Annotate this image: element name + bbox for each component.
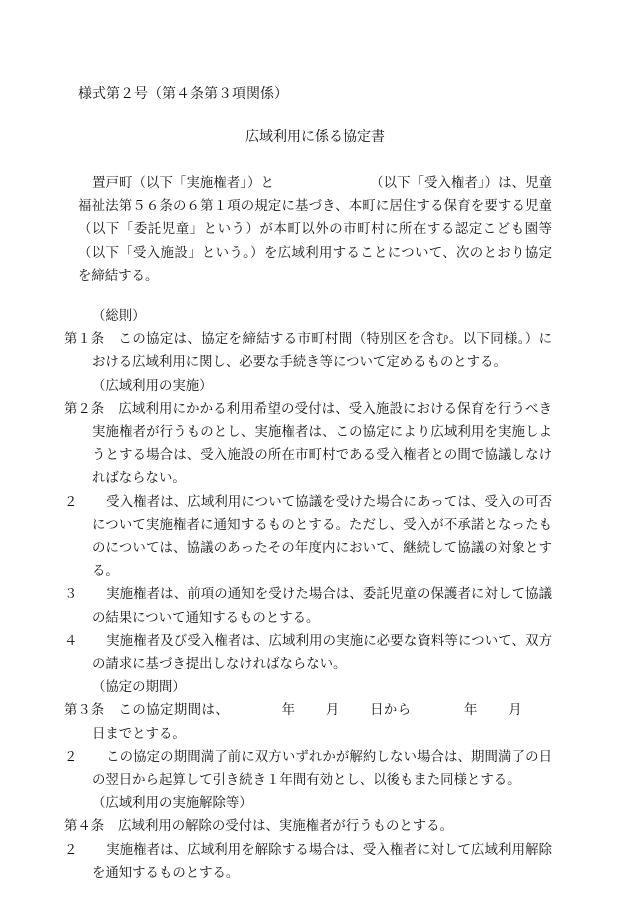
section-heading-period: （協定の期間） — [92, 680, 186, 696]
article-number: 第１条 — [64, 332, 105, 348]
paragraph-text: 実施権者は、前項の通知を受けた場合は、委託児童の保護者に対して協議の結果について通知するものとする。 — [92, 587, 552, 626]
section-heading-general: （総則） — [92, 309, 146, 324]
paragraph-text: この協定の期間満了前に双方いずれかが解約しない場合は、期間満了の日の翌日から起算して引き続き１年間有効とし、以後もまた同様とする。 — [92, 749, 552, 789]
paragraph-number: ４ — [64, 633, 78, 649]
section-heading-termination: （広域利用の実施解除等） — [92, 796, 253, 812]
month-label: 月 — [325, 703, 340, 719]
preamble-paragraph — [78, 172, 552, 288]
document-title: 広域利用に係る協定書 — [245, 129, 385, 145]
year-label: 年 — [281, 703, 296, 719]
article-2 — [64, 398, 552, 491]
preamble-part1: 置戸町（以下「実施権者」）と — [92, 176, 275, 191]
article-text: この協定は、協定を締結する市町村間（特別区を含む。以下同様。）における広域利用に関し、必要な手続き等について定めるものとする。 — [92, 332, 552, 371]
paragraph-text: 実施権者は、広域利用を解除する場合は、受入権者に対して広域利用解除を通知するものとする。 — [92, 842, 552, 881]
paragraph-text: 実施権者及び受入権者は、広域利用の実施に必要な資料等について、双方の請求に基づき提出しなければならない。 — [92, 633, 552, 673]
paragraph-number: ２ — [64, 494, 78, 510]
article-number: 第３条 — [64, 703, 105, 719]
paragraph-number: ２ — [64, 842, 78, 858]
article-4-paragraph-2 — [64, 839, 552, 885]
article-text: この協定期間は、 — [118, 703, 230, 719]
article-number: 第４条 — [64, 819, 105, 835]
article-text: 広域利用の解除の受付は、実施権者が行うものとする。 — [118, 819, 453, 835]
article-2-paragraph-2 — [64, 491, 552, 584]
article-2-paragraph-3 — [64, 583, 552, 629]
article-2-paragraph-4 — [64, 630, 552, 676]
paragraph-text: 受入権者は、広域利用について協議を受けた場合にあっては、受入の可否について実施権者に通知するものとする。ただし、受入が不承諾となったものについては、協議のあったその年度内において、継続して協議の対象とする。 — [92, 494, 552, 580]
paragraph-number: ３ — [64, 587, 78, 603]
article-4 — [64, 815, 552, 838]
agreement-body — [64, 305, 552, 885]
article-number: 第２条 — [64, 401, 105, 417]
paragraph-number: ２ — [64, 749, 78, 765]
month-label: 月 — [507, 703, 523, 719]
article-text: 広域利用にかかる利用希望の受付は、受入施設における保育を行うべき実施権者が行うものとし、実施権者は、この協定により広域利用を実施しようとする場合は、受入施設の所在市町村である受入権者との間で協議しなければならない。 — [92, 401, 552, 487]
from-label: 日から — [369, 703, 412, 719]
preamble-part2: （以下「受入権者」）は、児童福祉法第５６条の６第１項の規定に基づき、本町に居住する保育を要する児童（以下「委託児童」という）が本町以外の市町村に所在する認定こども園等（以下「受入施設」という。）を広域利用することについて、次のとおり協定を締結する。 — [78, 176, 552, 284]
to-label: 日までとする。 — [92, 726, 186, 742]
article-1 — [64, 328, 552, 374]
article-3 — [64, 699, 552, 745]
year-label: 年 — [463, 703, 478, 719]
form-number-label: 様式第２号（第４条第３項関係） — [78, 86, 288, 102]
section-heading-implementation: （広域利用の実施） — [92, 378, 213, 394]
article-3-paragraph-2 — [64, 746, 552, 792]
